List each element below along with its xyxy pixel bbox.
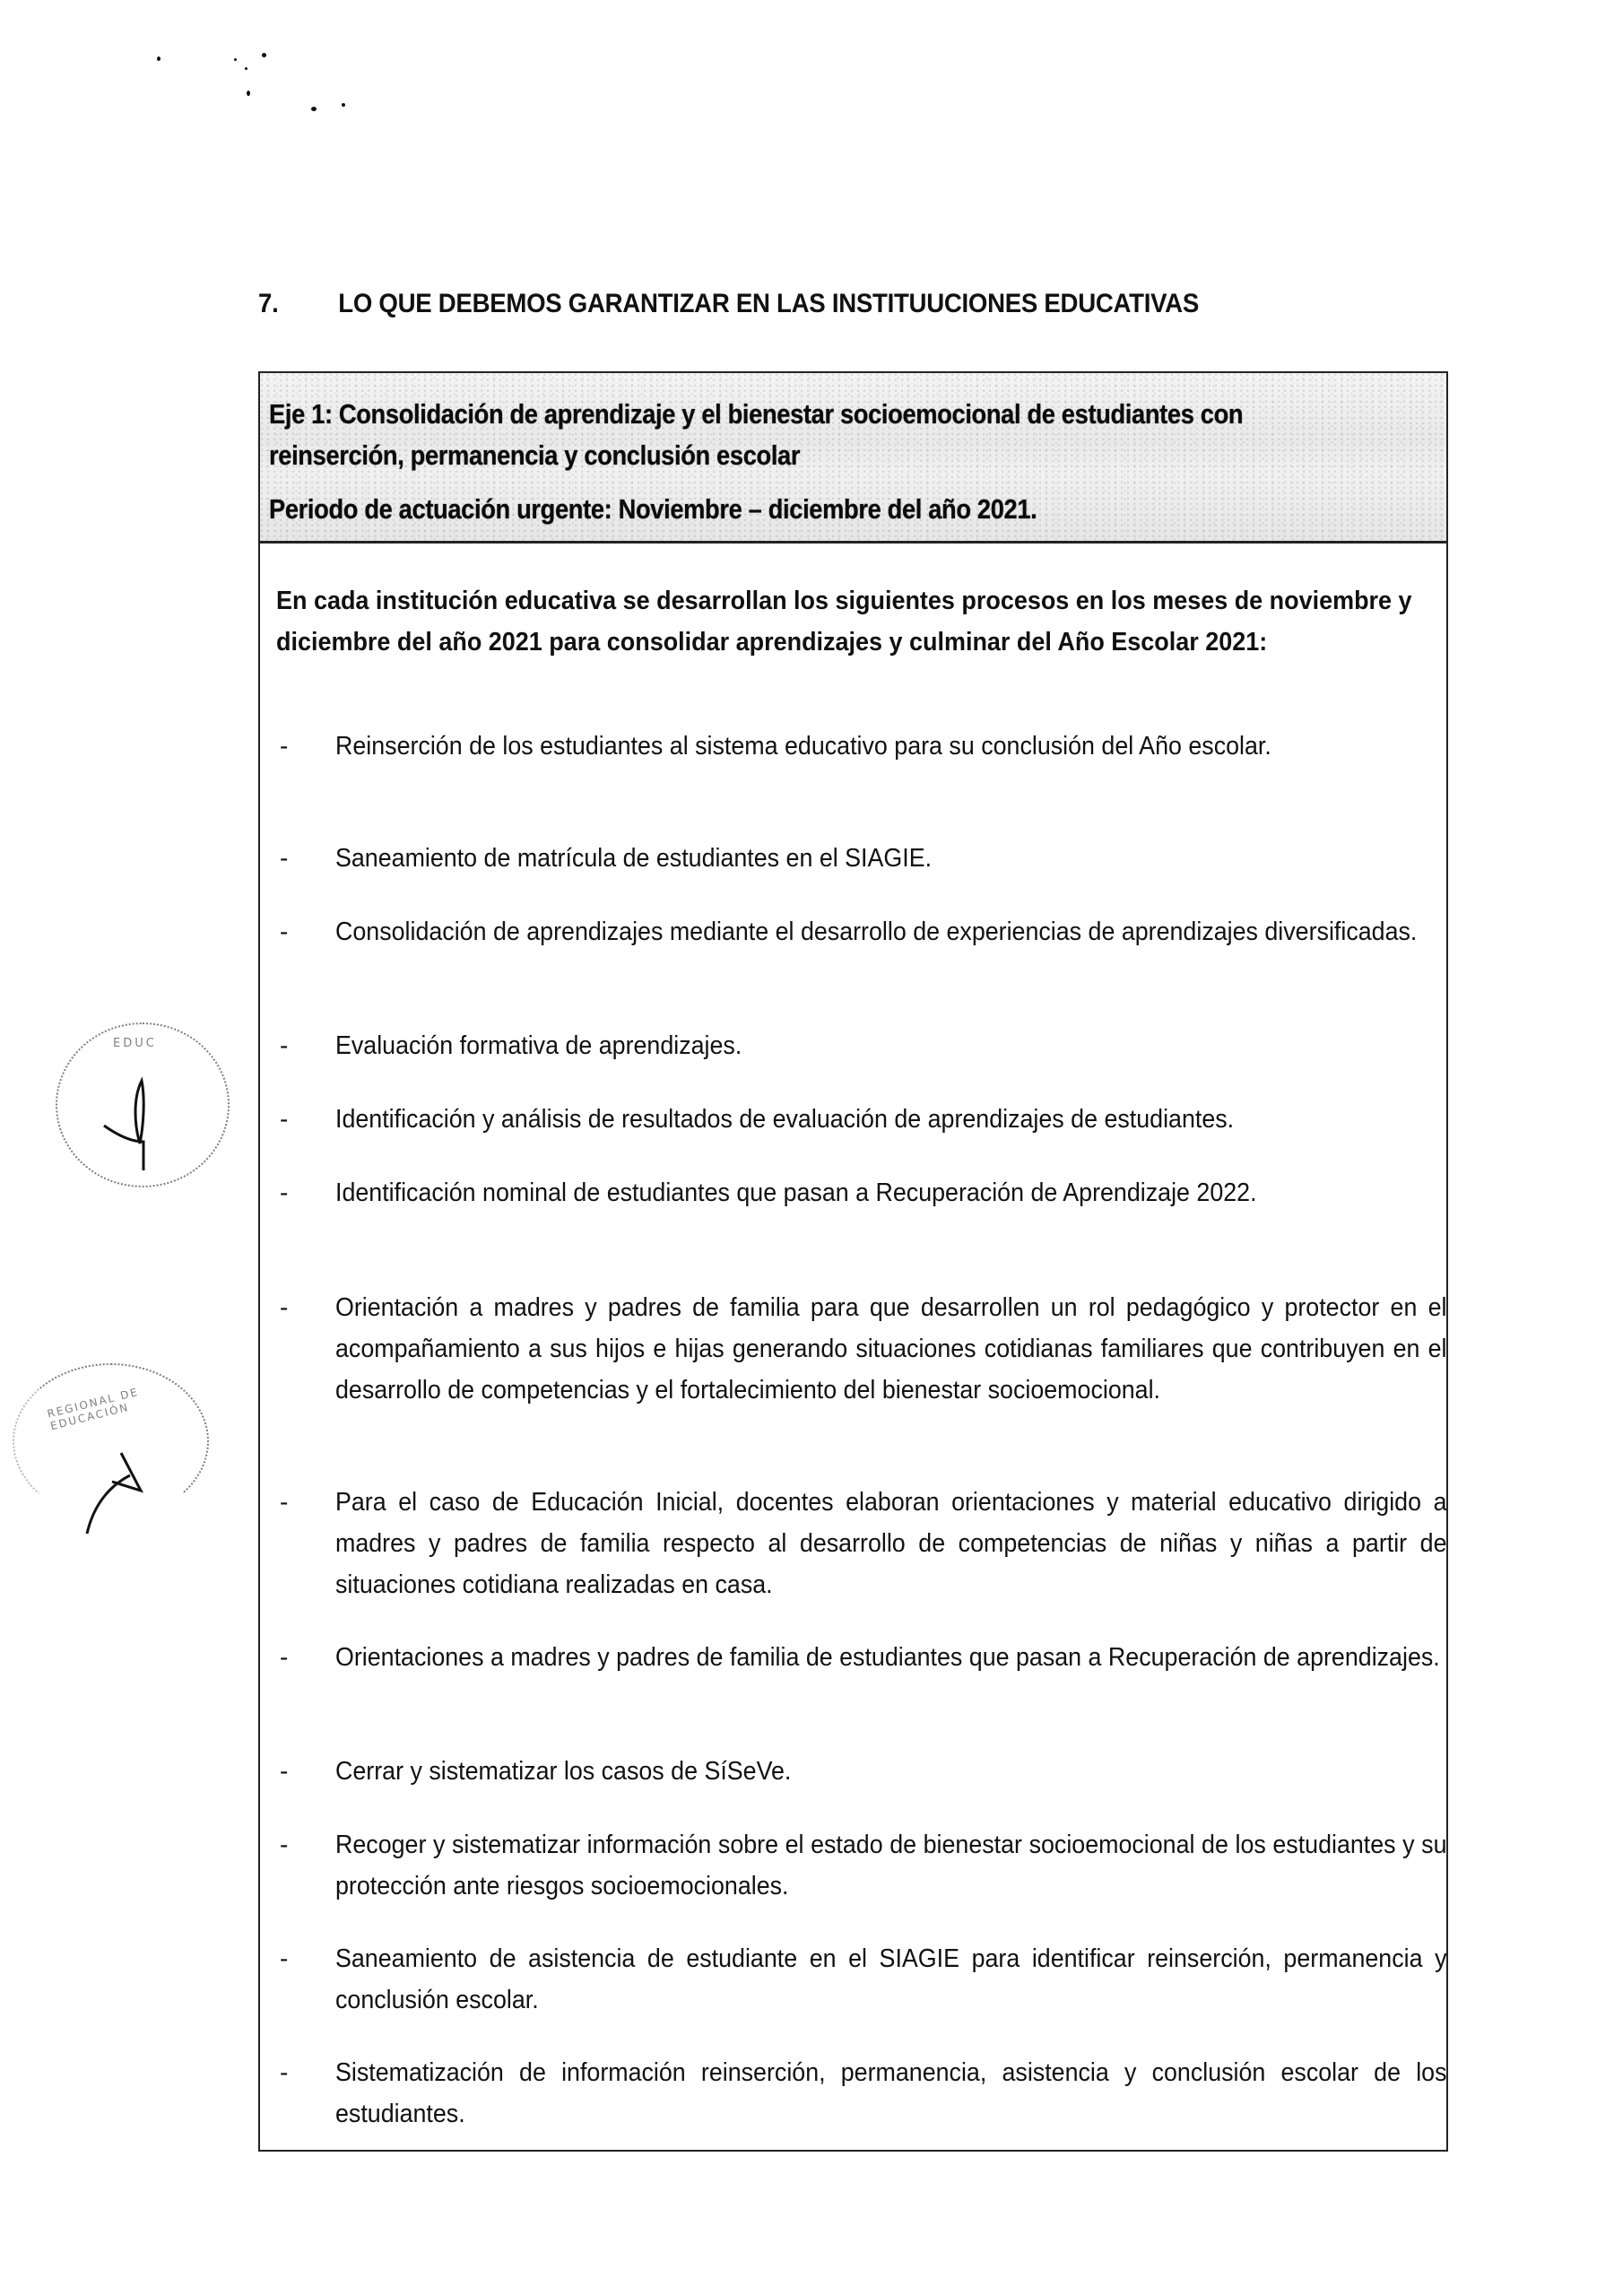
bullet-dash: - bbox=[280, 1944, 289, 1972]
list-item-text: Identificación nominal de estudiantes que pasan a Recuperación de Aprendizaje 2022. bbox=[335, 1178, 1257, 1207]
list-item-text: Saneamiento de asistencia de estudiante en el SIAGIE para identificar reinserción, permanencia y conclusión escolar. bbox=[335, 1944, 1447, 2014]
list-item-text: Reinserción de los estudiantes al sistema educativo para su conclusión del Año escolar. bbox=[335, 732, 1271, 761]
stamp-text: EDUC bbox=[113, 1037, 157, 1050]
axis-header bbox=[260, 373, 1446, 544]
bullet-dash: - bbox=[280, 1757, 289, 1785]
bullet-dash: - bbox=[280, 1293, 289, 1321]
scan-speck bbox=[311, 107, 317, 111]
content-box bbox=[258, 371, 1448, 2152]
list-item-text: Para el caso de Educación Inicial, docentes elaboran orientaciones y material educativo dirigido a madres y padres de familia respecto al desarrollo de competencias de niñas y niñas a partir de situaciones cotidiana realizadas en casa. bbox=[335, 1488, 1447, 1599]
urgent-period: Periodo de actuación urgente: Noviembre – diciembre del año 2021. bbox=[269, 493, 1037, 525]
list-item-text: Saneamiento de matrícula de estudiantes en el SIAGIE. bbox=[335, 844, 933, 873]
scan-speck bbox=[234, 58, 237, 61]
bullet-dash: - bbox=[280, 732, 289, 760]
stamp-text: REGIONAL DE EDUCACIÓN bbox=[46, 1385, 141, 1433]
list-item-text: Cerrar y sistematizar los casos de SíSeVe. bbox=[335, 1757, 792, 1786]
list-item-text: Identificación y análisis de resultados de evaluación de aprendizajes de estudiantes. bbox=[335, 1105, 1235, 1134]
signature-mark bbox=[76, 1435, 175, 1543]
bullet-dash: - bbox=[280, 1178, 289, 1206]
bullet-dash: - bbox=[280, 1105, 289, 1133]
list-item-text: Consolidación de aprendizajes mediante el desarrollo de experiencias de aprendizajes diversificadas. bbox=[335, 918, 1418, 946]
bullet-dash: - bbox=[280, 2058, 289, 2086]
scan-speck bbox=[245, 67, 247, 70]
scan-speck bbox=[262, 53, 266, 57]
bullet-dash: - bbox=[280, 1031, 289, 1059]
section-heading bbox=[258, 289, 1199, 319]
list-item-text: Evaluación formativa de aprendizajes. bbox=[335, 1031, 742, 1060]
signature-mark bbox=[90, 1072, 188, 1179]
scan-speck bbox=[342, 103, 345, 107]
axis-title-line-1: Eje 1: Consolidación de aprendizaje y el bienestar socioemocional de estudiantes con bbox=[269, 398, 1244, 430]
axis-title-line-2: reinserción, permanencia y conclusión escolar bbox=[269, 439, 801, 471]
list-item-text: Orientación a madres y padres de familia para que desarrollen un rol pedagógico y protector en el acompañamiento a sus hijos e hijas generando situaciones cotidianas familiares que contribuyen en el desarrollo de competencias y el fortalecimiento del bienestar socioemocional. bbox=[335, 1293, 1447, 1405]
bullet-dash: - bbox=[280, 918, 289, 945]
list-item-text: Orientaciones a madres y padres de familia de estudiantes que pasan a Recuperación de aprendizajes. bbox=[335, 1643, 1440, 1672]
bullet-dash: - bbox=[280, 1831, 289, 1858]
list-item-text: Sistematización de información reinserción, permanencia, asistencia y conclusión escolar de los estudiantes. bbox=[335, 2058, 1447, 2128]
scan-speck bbox=[157, 57, 161, 61]
bullet-dash: - bbox=[280, 1643, 289, 1671]
intro-paragraph bbox=[276, 580, 1431, 663]
scan-speck bbox=[247, 91, 250, 96]
bullet-dash: - bbox=[280, 844, 289, 872]
list-item-text: Recoger y sistematizar información sobre el estado de bienestar socioemocional de los estudiantes y su protección ante riesgos socioemocionales. bbox=[335, 1831, 1447, 1900]
section-number: 7. bbox=[258, 289, 279, 318]
bullet-dash: - bbox=[280, 1488, 289, 1516]
intro-text: En cada institución educativa se desarrollan los siguientes procesos en los meses de noviembre y diciembre del año 2021 para consolidar aprendizajes y culminar del Año Escolar 2021: bbox=[276, 587, 1412, 657]
section-title: LO QUE DEBEMOS GARANTIZAR EN LAS INSTITUUCIONES EDUCATIVAS bbox=[338, 289, 1199, 318]
